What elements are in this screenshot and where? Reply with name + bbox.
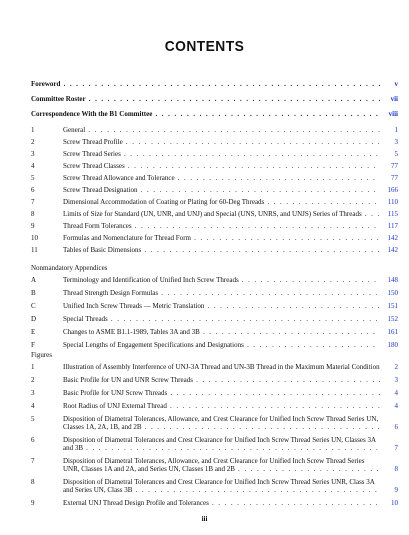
toc-entry-number: 6 xyxy=(31,436,35,444)
dot-leader: . . . . . . . . . . . . . . . . . . . . . . . . . . . . . . . . xyxy=(174,174,377,182)
toc-entry-page-link[interactable]: v xyxy=(394,80,398,88)
toc-entry-title: Formulas and Nomenclature for Thread Form xyxy=(63,234,191,242)
toc-entry-title: Foreword xyxy=(31,80,61,88)
toc-entry-text-wrap xyxy=(63,499,382,507)
toc-entry-text-wrap xyxy=(63,478,382,494)
toc-entry-title: Limits of Size for Standard (UN, UNR, and UNJ) and Special (UNS, UNRS, and UNJS) Series of Threads xyxy=(63,210,362,218)
toc-entry-number: 2 xyxy=(31,376,35,384)
appendix-list xyxy=(31,276,398,349)
toc-entry-page-link[interactable]: vii xyxy=(390,95,398,103)
toc-entry-text-wrap xyxy=(63,457,382,473)
toc-entry-text-wrap xyxy=(63,198,382,206)
toc-entry[interactable] xyxy=(31,499,398,507)
dot-leader: . . . . . . . . . . . . . . . . . . . . . . . . . . . . xyxy=(199,328,377,336)
dot-leader: . . . . . . . . . . . . . . . . . . . . . . . . . . . . . . xyxy=(192,376,382,384)
toc-entry-title: Root Radius of UNJ External Thread xyxy=(63,402,167,410)
toc-entry-text-wrap xyxy=(63,276,382,284)
toc-entry-title: Disposition of Diametral Tolerances, Allowance, and Crest Clearance for Unified Inch Screw Thread Series UNR, Classes 1A and 2A, and Series UN, Classes 1B and 2B xyxy=(63,457,365,473)
toc-entry-title: Terminology and Identification of Unified Inch Screw Threads xyxy=(63,276,239,284)
toc-entry-text-wrap xyxy=(63,389,382,397)
toc-entry-text-wrap xyxy=(63,234,382,242)
toc-entry-page-link[interactable]: 142 xyxy=(387,246,398,254)
page-number: iii xyxy=(201,515,208,523)
toc-entry[interactable] xyxy=(31,289,398,297)
toc-entry-page-link[interactable]: 4 xyxy=(394,402,398,410)
toc-entry[interactable] xyxy=(31,302,398,310)
toc-entry[interactable] xyxy=(31,150,398,158)
toc-entry-title: Disposition of Diametral Tolerances and Crest Clearance for Unified Inch Screw Thread Series UN, Classes 3A and 3B xyxy=(63,436,376,452)
toc-entry-title: Basic Profile for UN and UNR Screw Threads xyxy=(63,376,193,384)
toc-entry-page-link[interactable]: 115 xyxy=(387,210,398,218)
toc-entry-title: Correspondence With the B1 Committee xyxy=(31,110,153,118)
toc-entry-title: Screw Thread Allowance and Tolerance xyxy=(63,174,175,182)
toc-entry-text-wrap xyxy=(63,186,382,194)
toc-entry-page-link[interactable]: 5 xyxy=(394,150,398,158)
figures-header: Figures xyxy=(31,351,52,359)
toc-entry-page-link[interactable]: 166 xyxy=(387,186,398,194)
toc-entry[interactable] xyxy=(31,234,398,242)
toc-entry[interactable] xyxy=(31,415,398,431)
figures-section xyxy=(31,351,398,359)
dot-leader: . . . . . . . . . . . . . . . . . . . . . . . . . . . . . . . . . . . . . . . . . . . . . . . . . . . xyxy=(60,80,382,88)
toc-entry-title: External UNJ Thread Design Profile and Tolerances xyxy=(63,499,209,507)
toc-entry-page-link[interactable]: 77 xyxy=(391,174,398,182)
toc-entry-number: E xyxy=(31,328,36,336)
toc-entry-number: 1 xyxy=(31,126,35,134)
toc-entry[interactable] xyxy=(31,126,398,134)
dot-leader: . . . . . . . . . . . . . . . . . . . . . . . . . . . . . . . . . . . . . . xyxy=(141,246,381,254)
toc-entry-title: Disposition of Diametral Tolerances, Allowance, and Crest Clearance for Unified Inch Screw Thread Series UN, Classes 1A, 2A, 1B, and 2B xyxy=(63,415,379,431)
toc-entry-number: 5 xyxy=(31,415,35,423)
toc-entry[interactable] xyxy=(31,389,398,397)
toc-entry-number: 8 xyxy=(31,478,35,486)
toc-entry-page-link[interactable]: viii xyxy=(388,110,398,118)
toc-entry-title: Thread Form Tolerances xyxy=(63,222,132,230)
toc-entry-number: C xyxy=(31,302,36,310)
toc-entry-title: Special Lengths of Engagement Specifications and Designations xyxy=(63,341,244,349)
toc-entry-text-wrap xyxy=(63,402,382,410)
toc-entry-text-wrap xyxy=(63,363,382,371)
dot-leader: . . . . . . . . . . . . . . . . . . . . . . . . . . . xyxy=(208,499,379,507)
toc-entry-page-link[interactable]: 9 xyxy=(394,486,398,494)
toc-entry-text-wrap xyxy=(63,436,382,452)
toc-entry[interactable] xyxy=(31,436,398,452)
toc-entry-number: 6 xyxy=(31,186,35,194)
toc-entry-text-wrap xyxy=(63,210,382,218)
dot-leader: . . . . . . . . . . . . . . . . . . . . . . . . . . . . xyxy=(204,302,381,310)
toc-entry-page-link[interactable]: 8 xyxy=(394,465,398,473)
toc-entry-number: 8 xyxy=(31,210,35,218)
toc-entry-page-link[interactable]: 152 xyxy=(387,315,398,323)
toc-entry-number: F xyxy=(31,341,35,349)
dot-leader: . . . . . . . . . . . . . . . . . . xyxy=(264,198,378,206)
dot-leader: . . . . . . . . . . . . . . . . . . . . . xyxy=(243,341,377,349)
toc-entry[interactable] xyxy=(31,80,398,88)
toc-entry[interactable] xyxy=(31,457,398,473)
toc-entry-text-wrap xyxy=(63,341,382,349)
toc-entry-title: Unified Inch Screw Threads — Metric Translation xyxy=(63,302,205,310)
toc-entry-number: A xyxy=(31,276,37,284)
dot-leader: . . . . . . . . . . . . . . . . . . . . . . . xyxy=(234,465,380,473)
toc-entry-page-link[interactable]: 3 xyxy=(394,376,398,384)
toc-entry-number: 3 xyxy=(31,150,35,158)
dot-leader: . . . . . . . . . . . . . . . . . . . . . . . . . . . . . . . . . . . . . . . xyxy=(132,486,379,494)
toc-entry[interactable] xyxy=(31,162,398,170)
toc-entry-number: 9 xyxy=(31,222,35,230)
toc-entry-number: 11 xyxy=(31,246,38,254)
toc-entry-text-wrap xyxy=(63,174,382,182)
toc-entry[interactable] xyxy=(31,402,398,410)
toc-entry-title: Screw Thread Series xyxy=(63,150,121,158)
toc-entry-text-wrap xyxy=(63,328,382,336)
toc-entry-number: 3 xyxy=(31,389,35,397)
toc-entry-text-wrap xyxy=(63,222,382,230)
toc-entry-page-link[interactable]: 161 xyxy=(387,328,398,336)
toc-entry-title: Screw Thread Designation xyxy=(63,186,138,194)
dot-leader: . . . . . . . . . . . . . . . . . . . . . . . . . . . . . . . . . . xyxy=(166,402,382,410)
toc-entry-title: Dimensional Accommodation of Coating or Plating for 60-Deg Threads xyxy=(63,198,265,206)
toc-entry-text-wrap xyxy=(63,150,382,158)
toc-entry-text-wrap xyxy=(63,315,382,323)
chapter-list xyxy=(31,126,398,254)
front-matter-list xyxy=(31,80,398,118)
dot-leader: . . . . . . . . . . . . . . . . . . . . . . . . . . . . . . . . . . . . xyxy=(152,110,380,118)
toc-entry[interactable] xyxy=(31,363,398,371)
toc-entry-number: 7 xyxy=(31,457,35,465)
toc-entry[interactable] xyxy=(31,110,398,118)
toc-entry-title: Changes to ASME B1.1-1989, Tables 3A and 3B xyxy=(63,328,200,336)
toc-entry-text-wrap xyxy=(63,162,382,170)
toc-entry-number: 10 xyxy=(31,234,38,242)
toc-entry-number: 7 xyxy=(31,198,35,206)
toc-entry[interactable] xyxy=(31,478,398,494)
toc-entry[interactable] xyxy=(31,376,398,384)
toc-entry-page-link[interactable]: 180 xyxy=(387,341,398,349)
toc-entry-page-link[interactable]: 151 xyxy=(387,302,398,310)
dot-leader: . . . . . . . . . . . . . . . . . . . . . . . . . . . . . . . . . . . . . . . . . . . . . . . xyxy=(85,126,382,134)
toc-entry[interactable] xyxy=(31,198,398,206)
toc-entry-title: Committee Roster xyxy=(31,95,86,103)
toc-entry-text-wrap xyxy=(63,246,382,254)
toc-entry-page-link[interactable]: 148 xyxy=(387,276,398,284)
page-title: CONTENTS xyxy=(164,38,245,55)
dot-leader: . . . . . . . . . . . . . . . . . . . . . . xyxy=(238,276,378,284)
dot-leader: . . . . . . . . . . . . . . . . . . . . . . . . . . . . . . . . . . . . . . . . . xyxy=(120,150,380,158)
toc-entry[interactable] xyxy=(31,246,398,254)
toc-entry[interactable] xyxy=(31,315,398,323)
toc-entry[interactable] xyxy=(31,186,398,194)
dot-leader: . . . xyxy=(361,210,381,218)
toc-entry-text-wrap xyxy=(31,95,382,103)
toc-entry-title: Tables of Basic Dimensions xyxy=(63,246,142,254)
toc-entry[interactable] xyxy=(31,210,398,218)
toc-entry-number: 2 xyxy=(31,138,35,146)
dot-leader: . . . . . . . . . . . . . . . . . . . . . . . . . . . . . . . . . . . . . . xyxy=(141,423,381,431)
toc-entry-page-link[interactable]: 2 xyxy=(394,363,398,371)
toc-entry-title: Thread Strength Design Formulas xyxy=(63,289,159,297)
dot-leader: . . . . . . . . . . . . . . . . . . . . . . . . . . . . . . . . . . . . . . . . . . . xyxy=(107,315,379,323)
toc-entry-number: 9 xyxy=(31,499,35,507)
toc-entry-page-link[interactable]: 142 xyxy=(387,234,398,242)
toc-entry-page-link[interactable]: 10 xyxy=(391,499,398,507)
toc-entry[interactable] xyxy=(31,95,398,103)
toc-entry[interactable] xyxy=(31,276,398,284)
toc-entry-page-link[interactable]: 77 xyxy=(391,162,398,170)
toc-entry-number: 5 xyxy=(31,174,35,182)
dot-leader: . . . . . . . . . . . . . . . . . . . . . . . . . . . . . . . . . . . . . . . xyxy=(131,222,378,230)
dot-leader: . . . . . . . . . . . . . . . . . . . . . . . . . . . . . . xyxy=(190,234,380,242)
dot-leader: . . . . . . . . . . . . . . . . . . . . . . . . . . . . . . . . . . xyxy=(167,389,382,397)
dot-leader: . . . . . . . . . . . . . . . . . . . . . . . . . . . . . . . . . . . . . . . . . xyxy=(122,138,382,146)
toc-entry-number: B xyxy=(31,289,36,297)
toc-entry[interactable] xyxy=(31,138,398,146)
toc-entry-text-wrap xyxy=(31,110,382,118)
toc-entry-text-wrap xyxy=(31,80,382,88)
dot-leader: . . . . . . . . . . . . . . . . . . . . . . . . . . . . . . . . . . . . . . . . . . . . . . . xyxy=(85,95,382,103)
toc-entry-text-wrap xyxy=(63,138,382,146)
toc-entry-number: D xyxy=(31,315,37,323)
toc-entry-text-wrap xyxy=(63,289,382,297)
toc-entry[interactable] xyxy=(31,341,398,349)
toc-entry-title: Basic Profile for UNJ Screw Threads xyxy=(63,389,168,397)
toc-entry-number: 1 xyxy=(31,363,35,371)
toc-entry-title: Screw Thread Classes xyxy=(63,162,125,170)
toc-entry-title: Screw Thread Profile xyxy=(63,138,123,146)
toc-entry-number: 4 xyxy=(31,402,35,410)
dot-leader: . . . . . . . . . . . . . . . . . . . . . . . . . . . . . . . . . . . . . . . . . . . . . . . xyxy=(83,444,380,452)
toc-entry-page-link[interactable]: 110 xyxy=(387,198,398,206)
toc-entry-text-wrap xyxy=(63,302,382,310)
toc-entry-page-link[interactable]: 3 xyxy=(394,138,398,146)
toc-entry-page-link[interactable]: 7 xyxy=(394,444,398,452)
toc-entry[interactable] xyxy=(31,222,398,230)
dot-leader: . . . . . . . . . . . . . . . . . . . . . . . . . . . . . . . . . . . xyxy=(158,289,379,297)
toc-entry-text-wrap xyxy=(63,415,382,431)
toc-entry-title: Special Threads xyxy=(63,315,108,323)
toc-entry-page-link[interactable]: 4 xyxy=(394,389,398,397)
dot-leader: . . . . . . . . . . . . . . . . . . . . . . . . . . . . . . . . . . . . . . . . xyxy=(124,162,377,170)
toc-entry-page-link[interactable]: 117 xyxy=(387,222,398,230)
figure-list xyxy=(31,363,398,507)
toc-entry-page-link[interactable]: 1 xyxy=(394,126,398,134)
appendices-header: Nonmandatory Appendices xyxy=(31,264,108,272)
toc-entry-page-link[interactable]: 150 xyxy=(387,289,398,297)
toc-entry-title: Disposition of Diametral Tolerances and Crest Clearance for Unified Inch Screw Thread Series UNR, Class 3A and Series UN, Class 3B xyxy=(63,478,375,494)
toc-entry-text-wrap xyxy=(63,126,382,134)
toc-entry[interactable] xyxy=(31,328,398,336)
dot-leader: . . . . . . . . . . . . . . . . . . . . . . . . . . . . . . . . . . . . . . xyxy=(137,186,377,194)
toc-entry-title: Illustration of Assembly Interference of UNJ-3A Thread and UN-3B Thread in the Maximum Material Condition xyxy=(63,363,380,371)
toc-entry-title: General xyxy=(63,126,86,134)
toc-entry-text-wrap xyxy=(63,376,382,384)
toc-entry-page-link[interactable]: 6 xyxy=(394,423,398,431)
toc-entry-number: 4 xyxy=(31,162,35,170)
toc-entry[interactable] xyxy=(31,174,398,182)
appendices-section xyxy=(31,264,398,272)
